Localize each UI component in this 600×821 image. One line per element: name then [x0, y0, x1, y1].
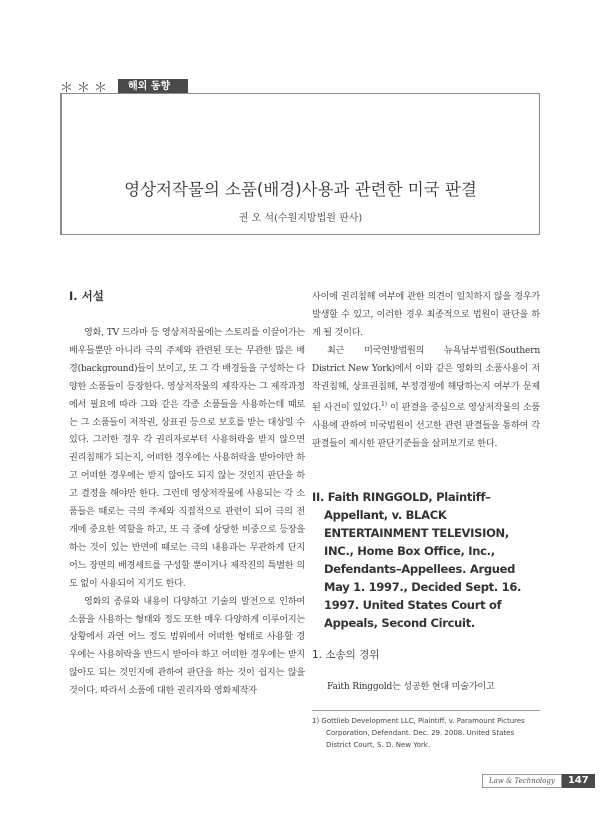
- sub-heading: 1. 소송의 경위: [312, 649, 380, 662]
- article-title: 영상저작물의 소품(배경)사용과 관련한 미국 판결: [124, 180, 477, 199]
- journal-name: Law & Technology: [482, 774, 562, 788]
- article-header-box: [60, 93, 540, 235]
- section-tag: [60, 79, 188, 96]
- right-column: [312, 289, 540, 697]
- paragraph: Faith Ringgold는 성공한 현대 미술가이고: [327, 682, 495, 693]
- left-column: [69, 284, 305, 701]
- page-number: 147: [562, 774, 595, 788]
- paragraph: 영화, TV 드라마 등 영상저작물에는 스토리를 이끌어가는 배우들뿐만 아니라 극의 주제와 관련된 또는 무관한 많은 배경(background)들이 보이고, 또 그 각 배경들을 구성하는 다양한 소품들이 등장한다. 영상저작물의 제작자는 그 제작과정에서 필요에 따라 그와 같은 각종 소품들을 사용하는데 때로는 그 소품들이 저작권, 상표권 등으로 보호를 받는 대상일 수 있다. 그러한 경우 각 권리자로부터 사용허락을 받지 않으면 권리침해가 되는지, 어떠한 경우에는 사용허락을 받아야만 하고 어떠한 경우에는 받지 않아도 되지 않는 것인지 판단을 하고 결정을 해야만 한다. 그런데 영상저작물에 사용되는 각 소품들은 때로는 극의 주제와 직접적으로 관련이 되어 극의 전개에 중요한 역할을 하고, 또 극 중에 상당한 비중으로 등장을 하는 것이 있는 반면에 때로는 극의 내용과는 무관하게 단지 어느 장면의 배경세트를 구성할 뿐이거나 제작진의 특별한 의도 없이 사용되어 지기도 한다.: [69, 328, 305, 589]
- paragraph-text: 최근 미국연방법원의 뉴욕남부법원(Southern District New York)에서 이와 같은 영화의 소품사용이 저작권침해, 상표권침해, 부정경쟁에 해당하는지 여부가 문제된 사건이 있었다.: [312, 345, 540, 414]
- case-heading: II. Faith RINGGOLD, Plaintiff–Appellant, v. BLACK ENTERTAINMENT TELEVISION, INC., Home Box Office, Inc., Defendants–Appellees. Argued May 1. 1997., Decided Sept. 16. 1997. United States Court of Appeals, Second Circuit.: [312, 490, 522, 631]
- paragraph: 사이에 권리침해 여부에 관한 의견이 일치하지 않을 경우가 발생할 수 있고, 이러한 경우 최종적으로 법원이 판단을 하게 될 것이다.: [312, 292, 540, 338]
- article-author: 권 오 석(수원지방법원 판사): [238, 213, 363, 224]
- paragraph: 영화의 종류와 내용이 다양하고 기술의 발전으로 인하여 소품을 사용하는 형태와 정도 또한 매우 다양하게 이루어지는 상황에서 과연 어느 정도 범위에서 어떠한 형태로 사용할 경우에는 사용허락을 반드시 받아야 하고 어떠한 경우에는 받지 않아도 되는 것인지에 관하여 판단을 하는 것이 쉽지는 않을 것이다. 따라서 소품에 대한 권리자와 영화제작자: [69, 596, 305, 697]
- footnote: 1) Gottlieb Development LLC, Plaintiff, v. Paramount Pictures Corporation, Defendant. Dec. 29. 2008. United States District Court, S. D. New York.: [312, 717, 525, 749]
- paragraph-text: 이 판결을 중심으로 영상저작물의 소품사용에 관하여 미국법원이 선고한 관련 판결들을 통하여 각 판결들이 제시한 판단기준들을 살펴보기로 한다.: [312, 403, 540, 450]
- page-footer: [482, 774, 595, 788]
- section-label: 해외 동향: [118, 79, 188, 93]
- footnote-ref[interactable]: 1): [381, 401, 387, 409]
- footnote-divider: [312, 710, 540, 711]
- paragraph: [312, 343, 540, 454]
- section-heading-intro: I. 서설: [69, 289, 104, 303]
- stars-ornament: ＊＊＊: [60, 80, 112, 96]
